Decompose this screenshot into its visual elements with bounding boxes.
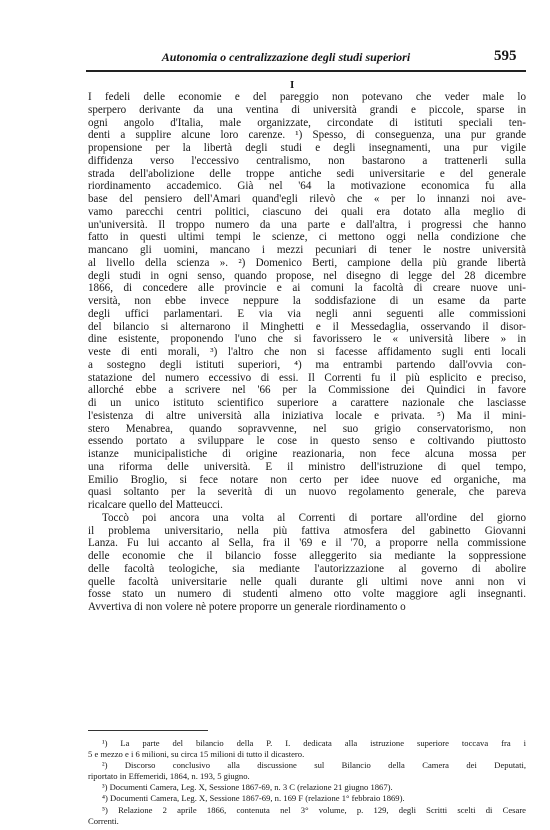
body-line: dine esistente, proponendo l'uno che si favorissero le « università libere » in xyxy=(88,333,526,346)
body-line: quelle facoltà universitarie nelle quali durante gli ultimi nove anni non vi xyxy=(88,575,526,588)
body-line: quasi soltanto per la severità di un nuovo regolamento generale, che pareva xyxy=(88,486,526,499)
body-line: base del pensiero dell'Amari quand'egli rilevò che « per lo innanzi noi ave- xyxy=(88,193,526,205)
body-line: riordinamento accademico. Già nel '64 la motivazione economica fu alla xyxy=(88,180,526,193)
footnote-rule xyxy=(88,730,208,731)
body-line: Emilio Broglio, si fece notare non certo per idee nuove ed organiche, ma xyxy=(88,473,526,486)
body-line: ogni angolo d'Italia, male organizzate, circondate di istituti speciali ten- xyxy=(88,116,526,129)
body-line: l'esistenza di altre università alla iniziativa locale e privata. ⁵) Ma il mini- xyxy=(88,409,526,422)
footnote-line: 5 e mezzo e i 6 milioni, su circa 15 milioni di tutto il dicastero. xyxy=(88,749,305,760)
body-line: vamo parecchi centri politici, ciascuno dei quali era dotato alla meglio di xyxy=(88,205,526,218)
body-line: denti a supplire alcune loro carenze. ¹) Spesso, di conseguenza, una pur grande xyxy=(88,129,526,142)
body-line: mancano gli uomini, mancano i mezzi pecuniari di tener le nostre università xyxy=(88,244,526,256)
body-line: a sostegno degli istituti superiori, ⁴) ma entrambi partendo dall'ovvia con- xyxy=(88,358,526,371)
body-line: diffidenza verso l'eccessivo centralismo, non bastarono a trattenerli sulla xyxy=(88,154,526,167)
body-line: versità, non ebbe invece neppure la soddisfazione di un esame da parte xyxy=(88,295,526,307)
body-text xyxy=(88,91,526,614)
footnote-line: ⁵) Relazione 2 aprile 1866, contenuta nel 3° volume, p. 129, degli Scritti scelti di Cesare xyxy=(102,804,526,815)
body-line: del bilancio si alternarono il Minghetti e il Messedaglia, osservando il disor- xyxy=(88,320,526,333)
header-rule xyxy=(86,70,526,72)
body-line: fosse stato un numero di studenti almeno otto volte maggiore agli insegnanti. xyxy=(88,588,526,601)
body-line: propensione per la libertà degli studi e degli insegnamenti, una pur vigile xyxy=(88,142,526,154)
body-line: un'università. Il troppo numero da una parte e dall'altra, i progressi che hanno xyxy=(88,218,526,231)
body-line: veste di enti morali, ³) l'altro che non si facesse affidamento sugli enti locali xyxy=(88,346,526,358)
body-line: Avvertiva di non volere nè potere proporre un generale riordinamento o xyxy=(88,601,406,613)
footnote-line: riportato in Effemeridi, 1864, n. 193, 5 giugno. xyxy=(88,771,250,782)
footnotes xyxy=(88,738,526,827)
body-line: 1866, di concedere alle provincie e ai comuni la facoltà di creare nuove uni- xyxy=(88,282,526,295)
page-number: 595 xyxy=(494,48,517,64)
body-line: Toccò poi ancora una volta al Correnti di portare all'ordine del giorno xyxy=(102,511,526,524)
footnote-line: ⁴) Documenti Camera, Leg. X, Sessione 1867-69, n. 169 F (relazione 1° febbraio 1869). xyxy=(102,793,405,804)
body-line: delle facoltà teologiche, sia mediante l'autorizzazione al governo di abolire xyxy=(88,562,526,575)
body-line: di un unico istituto scientifico superiore a carattere nazionale che lasciasse xyxy=(88,397,526,409)
body-line: essendo portato a sviluppare le cose in questo senso e coltivando piuttosto xyxy=(88,435,526,448)
body-line: allorché ebbe a scrivere nel '66 per la Commissione dei Quindici in favore xyxy=(88,384,526,397)
section-mark: I xyxy=(290,79,295,91)
footnote-line: Correnti. xyxy=(88,815,119,826)
body-line: al livello della scienza ». ²) Domenico Berti, campione della più grande libertà xyxy=(88,256,526,269)
footnote-line: ³) Documenti Camera, Leg. X, Sessione 1867-69, n. 3 C (relazione 21 giugno 1867). xyxy=(102,782,393,793)
footnote-line: ²) Discorso conclusivo alla discussione sul Bilancio della Camera dei Deputati, xyxy=(102,760,526,771)
body-line: degli studi in ogni senso, quando propose, nel disegno di legge del 28 dicembre xyxy=(88,269,526,282)
body-line: Lanza. Fu lui accanto al Sella, fra il '69 e il '70, a proporre nella commissione xyxy=(88,537,526,550)
body-line: strada dell'abolizione delle troppe antiche sedi universitarie e del generale xyxy=(88,167,526,180)
body-line: il problema universitario, nella più fattiva atmosfera del gabinetto Giovanni xyxy=(88,524,526,537)
body-line: istanze municipalistiche di origine reazionaria, non fece alcuna mossa per xyxy=(88,448,526,460)
running-header-title: Autonomia o centralizzazione degli studi superiori xyxy=(161,50,411,64)
body-line: delle economie che il bilancio fosse alleggerito sia mediante la soppressione xyxy=(88,550,526,562)
body-line: degli uffici parlamentari. E via via negli anni seguenti alle commissioni xyxy=(88,307,526,320)
body-line: statazione del numero eccessivo di essi. Il Correnti fu il più esplicito e preciso, xyxy=(88,371,526,384)
body-line: una riforma delle università. E il ministro dell'istruzione di quel tempo, xyxy=(88,460,526,473)
body-line: sperpero derivante da una ventina di università grandi e piccole, sparse in xyxy=(88,103,526,116)
footnote-line: ¹) La parte del bilancio della P. I. dedicata alla istruzione superiore toccava fra i xyxy=(102,738,526,748)
body-line: stero Menabrea, quando sopravvenne, nel suo grigio conservatorismo, non xyxy=(88,422,526,435)
body-line: ricalcare quello del Matteucci. xyxy=(88,499,223,511)
body-line: fatto in questi ultimi tempi le scienze, ci mettono oggi nella condizione che xyxy=(88,231,526,244)
body-line: I fedeli delle economie e del pareggio non potevano che veder male lo xyxy=(88,91,526,103)
